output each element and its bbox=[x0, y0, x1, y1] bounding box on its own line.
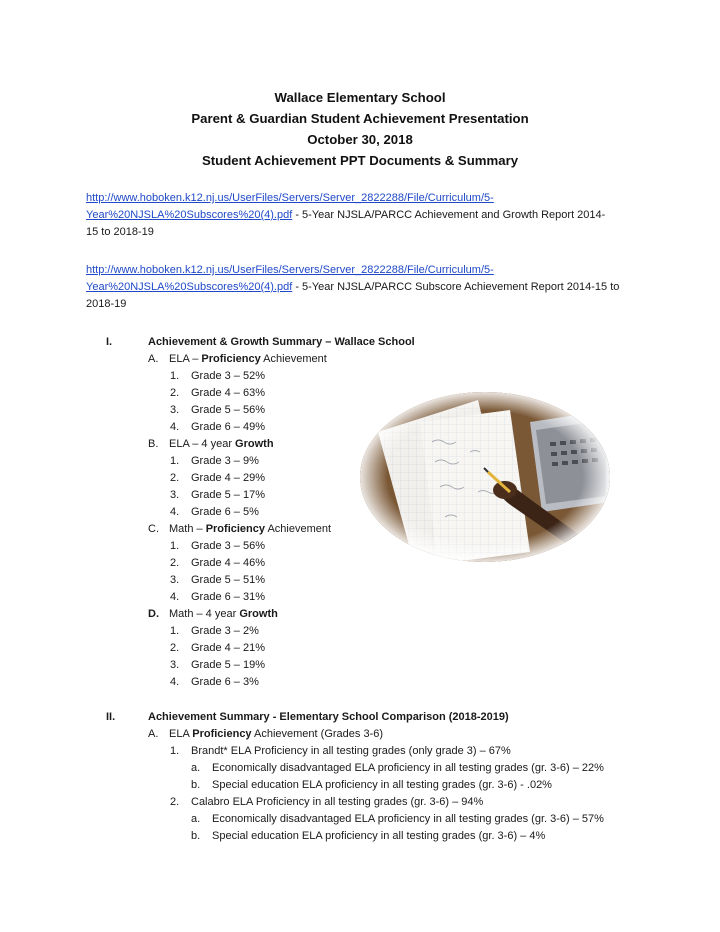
subscore-link-line1[interactable]: http://www.hoboken.k12.nj.us/UserFiles/Servers/Server_2822288/File/Curriculum/5- bbox=[86, 264, 494, 276]
list-number: 2. bbox=[170, 387, 180, 399]
list-number: 3. bbox=[170, 489, 180, 501]
list-number: 2. bbox=[170, 642, 180, 654]
list-item: Grade 3 – 52% bbox=[191, 370, 265, 382]
subheading-math-growth: Math – 4 year Growth bbox=[169, 608, 278, 620]
link-description-cont: 15 to 2018-19 bbox=[86, 226, 154, 238]
sub-letter: A. bbox=[148, 728, 159, 740]
sub-letter: D. bbox=[148, 608, 159, 620]
school-name: Wallace Elementary School bbox=[274, 90, 446, 105]
section-title: Achievement & Growth Summary – Wallace School bbox=[148, 336, 415, 348]
list-item: Grade 6 – 5% bbox=[191, 506, 259, 518]
list-number: 4. bbox=[170, 506, 180, 518]
list-item: Grade 5 – 19% bbox=[191, 659, 265, 671]
subheading-ela-growth: ELA – 4 year Growth bbox=[169, 438, 274, 450]
link-description: - 5-Year NJSLA/PARCC Achievement and Growth Report 2014- bbox=[292, 209, 606, 221]
link-description: - 5-Year NJSLA/PARCC Subscore Achievement Report 2014-15 to bbox=[292, 281, 620, 293]
link-description-cont: 2018-19 bbox=[86, 298, 127, 310]
list-item: Grade 4 – 21% bbox=[191, 642, 265, 654]
section-numeral: II. bbox=[106, 711, 116, 723]
list-item: Grade 3 – 9% bbox=[191, 455, 259, 467]
list-number: 3. bbox=[170, 659, 180, 671]
subscore-link-line2[interactable]: Year%20NJSLA%20Subscores%20(4).pdf bbox=[86, 281, 293, 293]
list-item: Grade 5 – 56% bbox=[191, 404, 265, 416]
document-header bbox=[0, 87, 720, 171]
list-item: Grade 3 – 2% bbox=[191, 625, 259, 637]
list-number: 1. bbox=[170, 370, 180, 382]
subheading-ela-proficiency: ELA – Proficiency Achievement bbox=[169, 353, 327, 365]
list-item: Grade 6 – 49% bbox=[191, 421, 265, 433]
report-link-line1[interactable]: http://www.hoboken.k12.nj.us/UserFiles/Servers/Server_2822288/File/Curriculum/5- bbox=[86, 192, 494, 204]
list-number: 2. bbox=[170, 796, 180, 808]
list-number: 4. bbox=[170, 421, 180, 433]
document-subtitle: Student Achievement PPT Documents & Summary bbox=[201, 153, 519, 168]
link-block-growth-report bbox=[86, 190, 656, 241]
list-number: 2. bbox=[170, 557, 180, 569]
subheading-math-proficiency: Math – Proficiency Achievement bbox=[169, 523, 332, 535]
list-subitem: Special education ELA proficiency in all testing grades (gr. 3-6) - .02% bbox=[212, 779, 552, 791]
list-number: 4. bbox=[170, 676, 180, 688]
list-letter: a. bbox=[191, 813, 201, 825]
sub-letter: C. bbox=[148, 523, 159, 535]
list-number: 3. bbox=[170, 404, 180, 416]
list-number: 2. bbox=[170, 472, 180, 484]
subheading-ela-proficiency-grades: ELA Proficiency Achievement (Grades 3-6) bbox=[169, 728, 384, 740]
list-item: Grade 6 – 31% bbox=[191, 591, 265, 603]
list-letter: b. bbox=[191, 830, 201, 842]
presentation-date: October 30, 2018 bbox=[307, 132, 413, 147]
list-item: Grade 4 – 63% bbox=[191, 387, 265, 399]
list-item: Grade 5 – 17% bbox=[191, 489, 265, 501]
list-item: Grade 4 – 29% bbox=[191, 472, 265, 484]
section-numeral: I. bbox=[106, 336, 113, 348]
list-item: Grade 6 – 3% bbox=[191, 676, 259, 688]
list-number: 4. bbox=[170, 591, 180, 603]
list-subitem: Economically disadvantaged ELA proficiency in all testing grades (gr. 3-6) – 22% bbox=[212, 762, 604, 774]
list-subitem: Economically disadvantaged ELA proficiency in all testing grades (gr. 3-6) – 57% bbox=[212, 813, 604, 825]
section-title: Achievement Summary - Elementary School Comparison (2018-2019) bbox=[148, 711, 509, 723]
brandt-proficiency: Brandt* ELA Proficiency in all testing grades (only grade 3) – 67% bbox=[191, 745, 511, 757]
classroom-photo-icon bbox=[360, 392, 610, 562]
list-number: 3. bbox=[170, 574, 180, 586]
list-item: Grade 4 – 46% bbox=[191, 557, 265, 569]
list-letter: b. bbox=[191, 779, 201, 791]
report-link-line2[interactable]: Year%20NJSLA%20Subscores%20(4).pdf bbox=[86, 209, 293, 221]
list-number: 1. bbox=[170, 625, 180, 637]
presentation-title: Parent & Guardian Student Achievement Presentation bbox=[191, 111, 529, 126]
calabro-proficiency: Calabro ELA Proficiency in all testing grades (gr. 3-6) – 94% bbox=[191, 796, 484, 808]
sub-letter: B. bbox=[148, 438, 159, 450]
list-letter: a. bbox=[191, 762, 201, 774]
list-number: 1. bbox=[170, 745, 180, 757]
list-number: 1. bbox=[170, 455, 180, 467]
list-number: 1. bbox=[170, 540, 180, 552]
list-item: Grade 3 – 56% bbox=[191, 540, 265, 552]
list-item: Grade 5 – 51% bbox=[191, 574, 265, 586]
list-subitem: Special education ELA proficiency in all testing grades (gr. 3-6) – 4% bbox=[212, 830, 546, 842]
link-block-subscore-report bbox=[86, 262, 656, 313]
sub-letter: A. bbox=[148, 353, 159, 365]
